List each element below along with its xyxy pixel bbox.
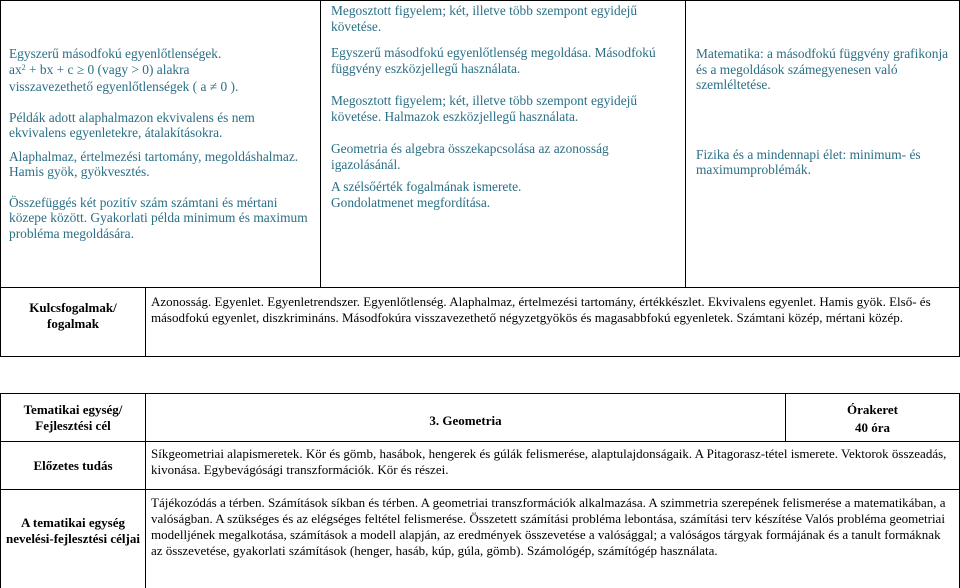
key-concepts-text: Azonosság. Egyenlet. Egyenletrendszer. Egyenlőtlenség. Alaphalmaz, értelmezési tartomány, értékkészlet. Ekvivalens egyenlet. Hamis gyök. Első- és másodfokú egyenlet, diszkrimináns. Másodfokúra visszavezethető négyzetgyökös és magasabbfokú egyenletek. Számtani közép, mértani közép. xyxy=(151,294,931,325)
col3-cell xyxy=(696,46,954,178)
col1-block2: Példák adott alaphalmazon ekvivalens és nem ekvivalens egyenletekre, átalakításokra. xyxy=(9,109,255,140)
col2-block1: Egyszerű másodfokú egyenlőtlenség megoldása. Másodfokú függvény eszközjellegű használata. xyxy=(331,45,656,76)
hours-label: Órakeret xyxy=(846,402,899,417)
unit-title: 3. Geometria xyxy=(429,413,502,428)
col2-block0: Megosztott figyelem; két, illetve több szempont egyidejű követése. xyxy=(331,3,638,34)
bottom-table-left-border xyxy=(0,393,1,588)
bottom-table-row1-divider xyxy=(0,441,960,442)
col1-math-ax: ax xyxy=(9,61,22,77)
col1-block1-line3: visszavezethető egyenlőtlenségek ( a ≠ 0 ). xyxy=(9,79,239,94)
col2-cell xyxy=(331,3,677,210)
top-table-row-divider xyxy=(0,287,960,288)
col1-block3: Alaphalmaz, értelmezési tartomány, megoldáshalmaz. Hamis gyök, gyökvesztés. xyxy=(9,148,299,179)
col2-block4: A szélsőérték fogalmának ismerete. xyxy=(331,179,522,194)
col1-block1-line1: Egyszerű másodfokú egyenlőtlenségek. xyxy=(9,46,222,61)
col1-block1-line2 xyxy=(9,62,314,80)
col3-block2: Fizika és a mindennapi élet: minimum- és maximumproblémák. xyxy=(696,146,921,177)
top-table-left-border xyxy=(0,0,1,357)
col1-math-rest: + bx + c ≥ 0 (vagy > 0) alakra xyxy=(25,61,190,77)
top-table-bottom-border xyxy=(0,356,960,357)
col1-math-sup: 2 xyxy=(21,62,26,72)
col2-block5: Gondolatmenet megfordítása. xyxy=(331,194,491,210)
top-table-col-divider-2 xyxy=(685,0,686,287)
key-concepts-label: Kulcsfogalmak/ fogalmak xyxy=(29,300,117,331)
goals-label: A tematikai egység nevelési-fejlesztési céljai xyxy=(6,515,140,546)
top-table-col-divider-1 xyxy=(320,0,321,287)
top-table-key-divider xyxy=(145,287,146,357)
col1-block4: Összefüggés két pozitív szám számtani és mértani közepe között. Gyakorlati példa minimum és maximum probléma megoldására. xyxy=(9,194,308,241)
bottom-table-top-border xyxy=(0,393,960,394)
prereq-label: Előzetes tudás xyxy=(33,458,113,473)
unit-label: Tematikai egység/ Fejlesztési cél xyxy=(23,402,123,433)
prereq-text: Síkgeometriai alapismeretek. Kör és gömb, hasábok, hengerek és gúlák felismerése, alaptulajdonságaik. A Pitagorasz-tétel ismerete. Vektorok összeadás, kivonása. Egybevágósági transzformációk. Kör és részei. xyxy=(151,446,947,477)
goals-text: Tájékozódás a térben. Számítások síkban és térben. A geometriai transzformációk alkalmazása. A szimmetria szerepének felismerése a matematikában, a valóságban. A szükséges és az elégséges feltétel felismerése. Összetett számítási probléma lebontása, számítási terv készítése Valós probléma geometriai modelljének megalkotása, számítások a modell alapján, az eredmények összevetése a valósággal; a valóságos tárgyak formájának és a tanult formáknak az összevetése, gyakorlati számítások (henger, hasáb, kúp, gúla, gömb). Számológép, számítógép használata. xyxy=(151,495,946,558)
hours-value: 40 óra xyxy=(854,420,891,435)
top-table-top-border xyxy=(0,0,960,1)
col3-block1: Matematika: a másodfokú függvény grafikonja és a megoldások számegyenesen való szemléltetése. xyxy=(696,46,949,92)
col2-block3: Geometria és algebra összekapcsolása az azonosság igazolásánál. xyxy=(331,141,609,172)
col2-block2: Megosztott figyelem; két, illetve több szempont egyidejű követése. Halmazok eszközjellegű használata. xyxy=(331,93,638,124)
bottom-table-row2-divider xyxy=(0,489,960,490)
col1-cell xyxy=(9,46,314,241)
